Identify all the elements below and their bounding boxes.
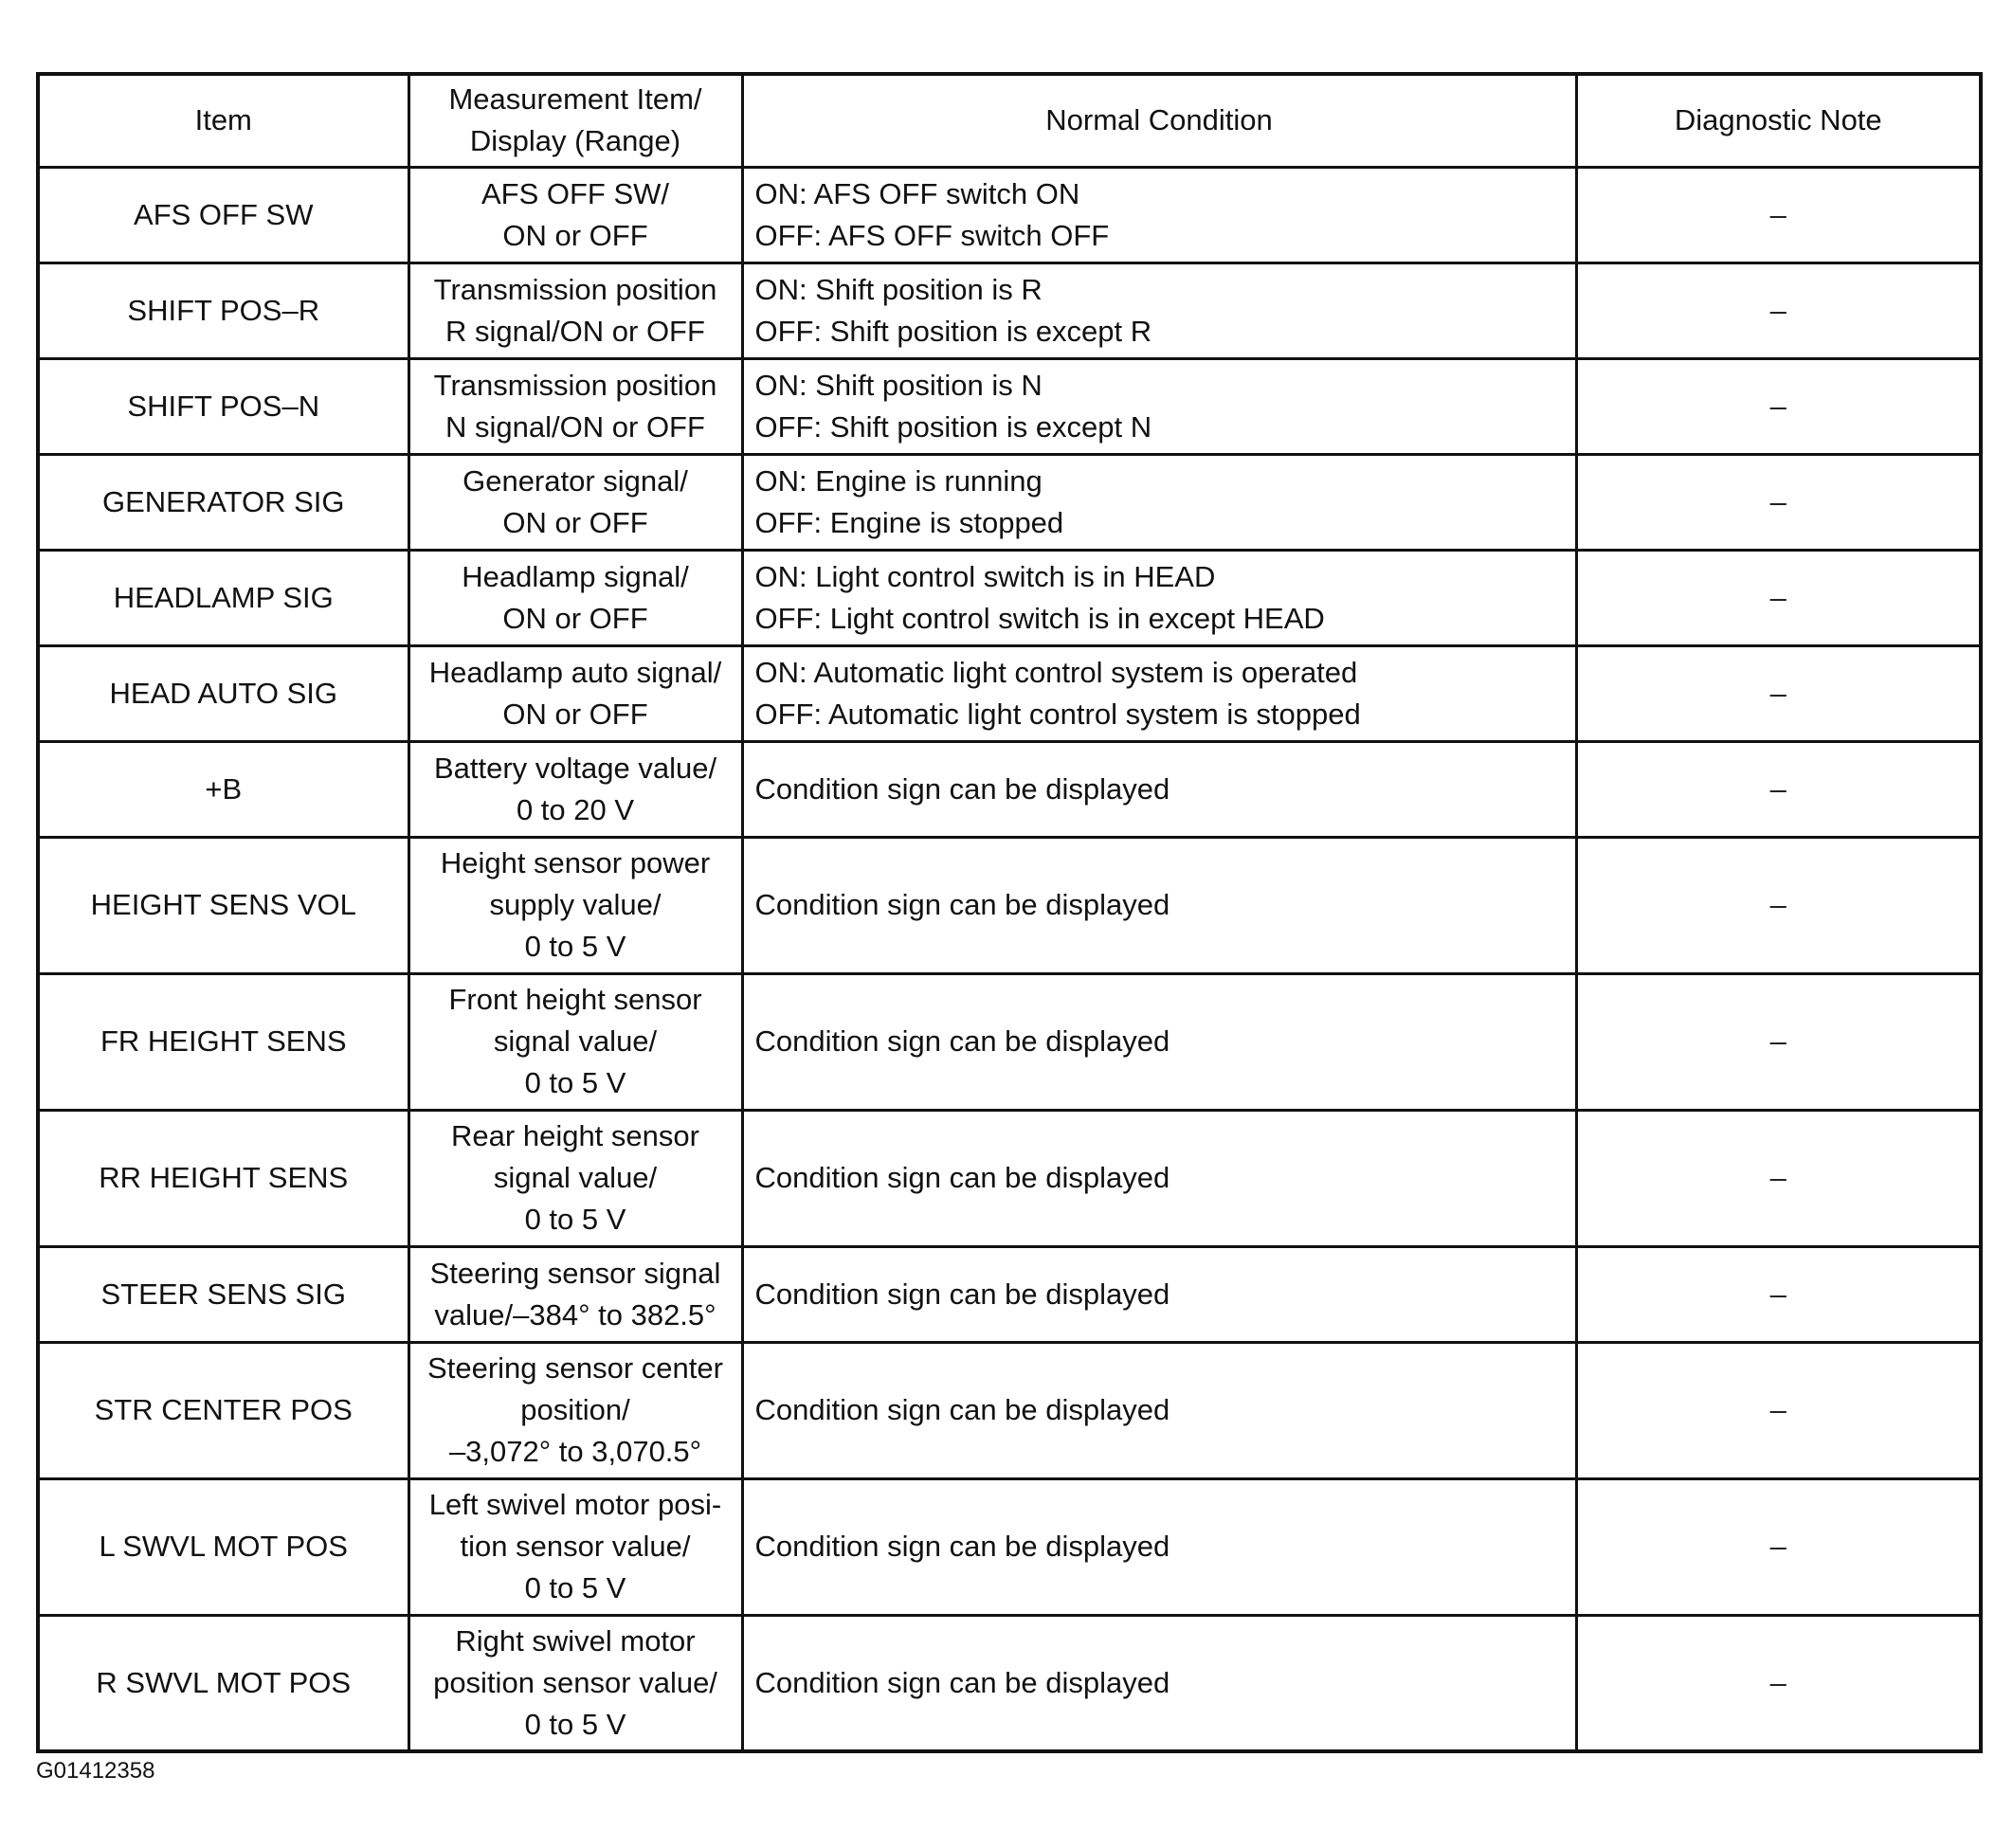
table-row — [38, 358, 1981, 454]
note-cell: – — [1576, 454, 1981, 550]
note-cell: – — [1576, 167, 1981, 263]
condition-cell: ON: Automatic light control system is operated OFF: Automatic light control system is stopped — [742, 645, 1576, 741]
table-row — [38, 1342, 1981, 1478]
table-row — [38, 167, 1981, 263]
measurement-cell: Right swivel motor position sensor value/ 0 to 5 V — [408, 1615, 742, 1751]
note-cell: – — [1576, 837, 1981, 973]
table-row — [38, 973, 1981, 1110]
header-normal-condition: Normal Condition — [742, 74, 1576, 167]
item-cell: FR HEIGHT SENS — [38, 973, 408, 1110]
item-cell: RR HEIGHT SENS — [38, 1110, 408, 1246]
measurement-cell: Headlamp auto signal/ ON or OFF — [408, 645, 742, 741]
item-cell: HEAD AUTO SIG — [38, 645, 408, 741]
diagnostic-data-table — [36, 72, 1983, 1753]
table-row — [38, 454, 1981, 550]
table-row — [38, 263, 1981, 358]
header-row — [38, 74, 1981, 167]
measurement-cell: Left swivel motor posi- tion sensor value/ 0 to 5 V — [408, 1478, 742, 1615]
item-cell: GENERATOR SIG — [38, 454, 408, 550]
condition-cell: Condition sign can be displayed — [742, 1478, 1576, 1615]
table-header — [38, 74, 1981, 167]
condition-cell: Condition sign can be displayed — [742, 1615, 1576, 1751]
condition-cell: ON: Engine is running OFF: Engine is stopped — [742, 454, 1576, 550]
item-cell: STEER SENS SIG — [38, 1246, 408, 1342]
item-cell: AFS OFF SW — [38, 167, 408, 263]
note-cell: – — [1576, 1342, 1981, 1478]
condition-cell: ON: Shift position is N OFF: Shift position is except N — [742, 358, 1576, 454]
condition-cell: ON: Light control switch is in HEAD OFF: Light control switch is in except HEAD — [742, 550, 1576, 645]
table-row — [38, 1110, 1981, 1246]
table-body — [38, 167, 1981, 1751]
item-cell: R SWVL MOT POS — [38, 1615, 408, 1751]
condition-cell: ON: AFS OFF switch ON OFF: AFS OFF switch OFF — [742, 167, 1576, 263]
measurement-cell: Transmission position R signal/ON or OFF — [408, 263, 742, 358]
table-row — [38, 550, 1981, 645]
measurement-cell: AFS OFF SW/ ON or OFF — [408, 167, 742, 263]
table-row — [38, 741, 1981, 837]
measurement-cell: Battery voltage value/ 0 to 20 V — [408, 741, 742, 837]
note-cell: – — [1576, 1478, 1981, 1615]
condition-cell: Condition sign can be displayed — [742, 1342, 1576, 1478]
figure-code: G01412358 — [36, 1758, 155, 1784]
item-cell: HEADLAMP SIG — [38, 550, 408, 645]
condition-cell: ON: Shift position is R OFF: Shift position is except R — [742, 263, 1576, 358]
condition-cell: Condition sign can be displayed — [742, 837, 1576, 973]
note-cell: – — [1576, 645, 1981, 741]
note-cell: – — [1576, 973, 1981, 1110]
measurement-cell: Generator signal/ ON or OFF — [408, 454, 742, 550]
item-cell: SHIFT POS–N — [38, 358, 408, 454]
condition-cell: Condition sign can be displayed — [742, 1110, 1576, 1246]
note-cell: – — [1576, 1110, 1981, 1246]
measurement-cell: Rear height sensor signal value/ 0 to 5 V — [408, 1110, 742, 1246]
note-cell: – — [1576, 1615, 1981, 1751]
measurement-cell: Height sensor power supply value/ 0 to 5 V — [408, 837, 742, 973]
table-row — [38, 1615, 1981, 1751]
header-item: Item — [38, 74, 408, 167]
condition-cell: Condition sign can be displayed — [742, 741, 1576, 837]
note-cell: – — [1576, 550, 1981, 645]
measurement-cell: Front height sensor signal value/ 0 to 5 V — [408, 973, 742, 1110]
measurement-cell: Steering sensor signal value/–384° to 382.5° — [408, 1246, 742, 1342]
note-cell: – — [1576, 741, 1981, 837]
item-cell: SHIFT POS–R — [38, 263, 408, 358]
condition-cell: Condition sign can be displayed — [742, 973, 1576, 1110]
header-measurement: Measurement Item/ Display (Range) — [408, 74, 742, 167]
item-cell: +B — [38, 741, 408, 837]
table-row — [38, 1246, 1981, 1342]
measurement-cell: Steering sensor center position/ –3,072° to 3,070.5° — [408, 1342, 742, 1478]
note-cell: – — [1576, 1246, 1981, 1342]
table-row — [38, 645, 1981, 741]
table-row — [38, 837, 1981, 973]
header-diagnostic-note: Diagnostic Note — [1576, 74, 1981, 167]
measurement-cell: Transmission position N signal/ON or OFF — [408, 358, 742, 454]
note-cell: – — [1576, 263, 1981, 358]
measurement-cell: Headlamp signal/ ON or OFF — [408, 550, 742, 645]
item-cell: STR CENTER POS — [38, 1342, 408, 1478]
item-cell: HEIGHT SENS VOL — [38, 837, 408, 973]
item-cell: L SWVL MOT POS — [38, 1478, 408, 1615]
note-cell: – — [1576, 358, 1981, 454]
table-row — [38, 1478, 1981, 1615]
condition-cell: Condition sign can be displayed — [742, 1246, 1576, 1342]
